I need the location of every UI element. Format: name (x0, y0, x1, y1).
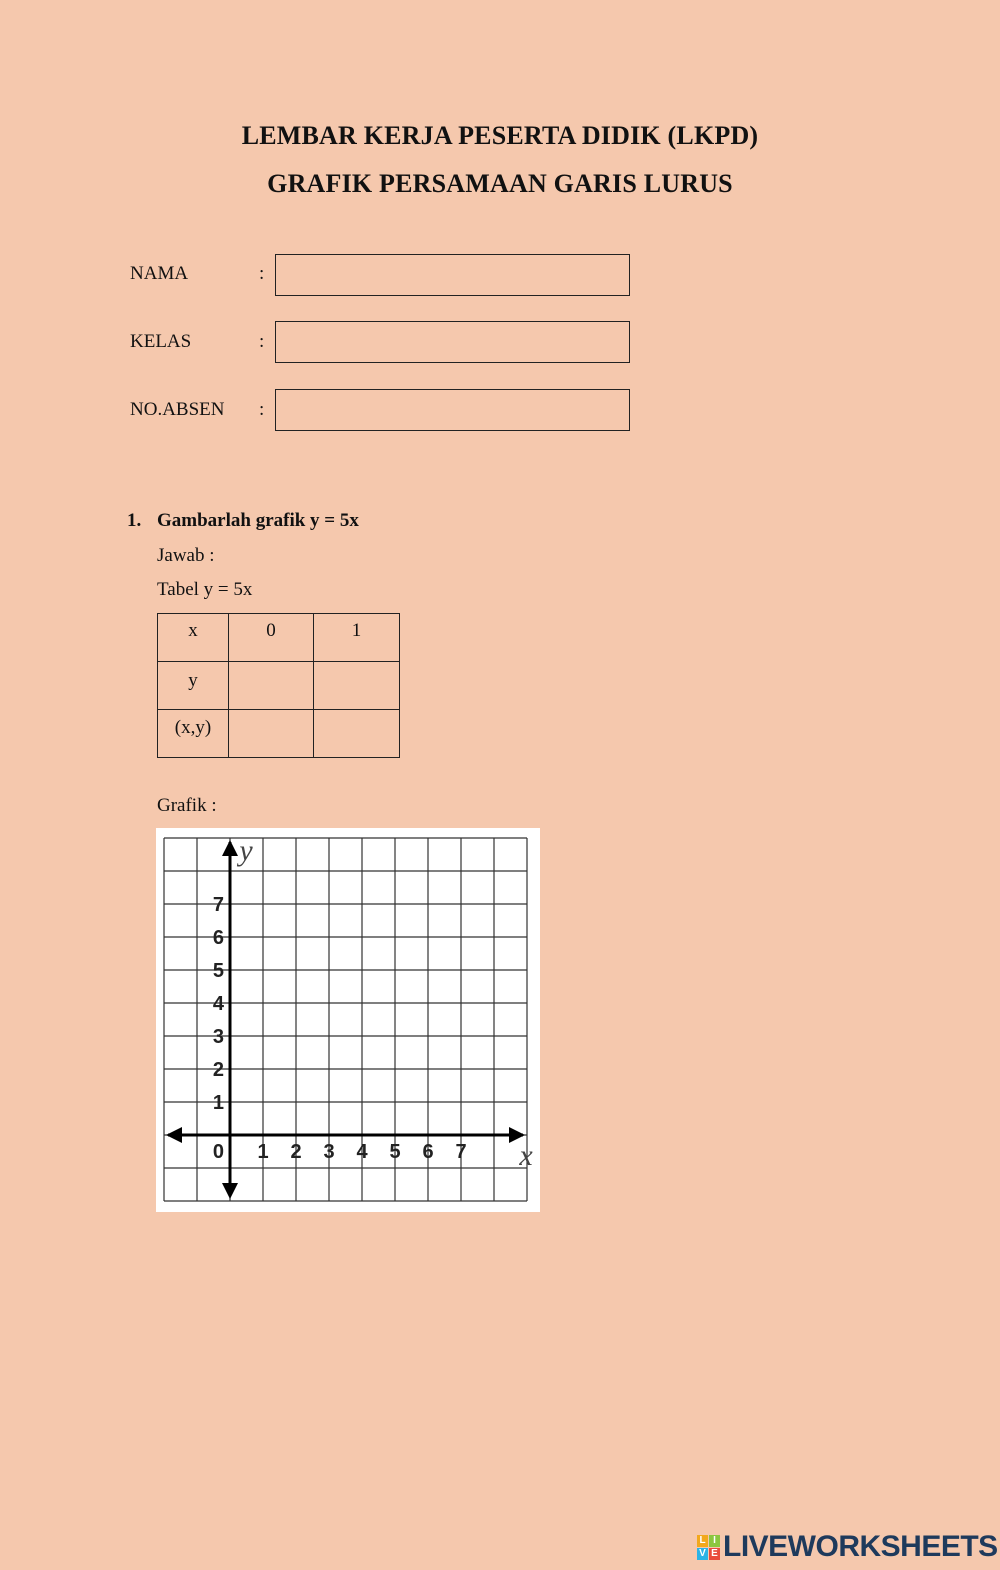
question-number: 1. (127, 510, 142, 531)
xy-table (157, 613, 400, 758)
point-input-0[interactable] (229, 717, 317, 759)
liveworksheets-brand (697, 1532, 998, 1562)
question-prompt: Gambarlah grafik y = 5x (157, 510, 359, 531)
liveworksheets-wordmark: LIVEWORKSHEETS (723, 1530, 998, 1563)
graph-label: Grafik : (157, 795, 217, 816)
x-axis-left-arrow-icon (166, 1127, 182, 1143)
point-input-1[interactable] (314, 717, 403, 759)
y-tick-label: 4 (212, 993, 224, 1015)
table-header-y: y (158, 662, 229, 710)
class-input[interactable] (275, 321, 630, 363)
x-tick-label: 4 (356, 1141, 368, 1163)
x-tick-label: 3 (323, 1141, 335, 1163)
table-row-point (158, 710, 400, 758)
table-header-point: (x,y) (158, 710, 229, 758)
attendance-number-input[interactable] (275, 389, 630, 431)
x-tick-label: 2 (290, 1141, 302, 1163)
name-label: NAMA (130, 263, 189, 284)
table-label: Tabel y = 5x (157, 579, 253, 600)
y-tick-label: 3 (212, 1026, 224, 1048)
class-label: KELAS (130, 331, 192, 352)
name-input[interactable] (275, 254, 630, 296)
y-tick-label: 5 (212, 960, 224, 982)
logo-letter-v: V (697, 1548, 708, 1560)
table-cell-point-1[interactable] (314, 710, 400, 758)
x-tick-label: 6 (422, 1141, 434, 1163)
table-cell-x-0: 0 (229, 614, 314, 662)
table-cell-y-0[interactable] (229, 662, 314, 710)
y-tick-label: 6 (212, 927, 224, 949)
y-axis-down-arrow-icon (222, 1183, 238, 1199)
table-cell-point-0[interactable] (229, 710, 314, 758)
table-row-x (158, 614, 400, 662)
worksheet-title: LEMBAR KERJA PESERTA DIDIK (LKPD) (241, 121, 759, 150)
logo-letter-e: E (709, 1548, 720, 1560)
logo-letter-i: I (709, 1535, 720, 1547)
x-tick-label: 5 (389, 1141, 401, 1163)
name-colon: : (259, 263, 265, 284)
attendance-number-colon: : (259, 399, 265, 420)
y-value-input-1[interactable] (314, 670, 403, 711)
table-header-x: x (158, 614, 229, 662)
origin-label: 0 (212, 1141, 224, 1163)
table-cell-y-1[interactable] (314, 662, 400, 710)
table-cell-x-1: 1 (314, 614, 400, 662)
x-tick-label: 1 (257, 1141, 269, 1163)
x-axis-label: x (519, 1139, 533, 1172)
coordinate-grid-panel[interactable] (156, 828, 540, 1212)
worksheet-subtitle: GRAFIK PERSAMAAN GARIS LURUS (267, 169, 733, 198)
class-colon: : (259, 331, 265, 352)
answer-label: Jawab : (157, 545, 215, 566)
coordinate-grid[interactable] (156, 828, 540, 1212)
y-tick-label: 1 (212, 1092, 224, 1114)
table-row-y (158, 662, 400, 710)
x-tick-label: 7 (455, 1141, 467, 1163)
logo-letter-l: L (697, 1535, 708, 1547)
y-axis-label: y (239, 834, 253, 867)
y-axis-up-arrow-icon (222, 840, 238, 856)
liveworksheets-logo-icon (697, 1535, 720, 1560)
y-tick-label: 7 (212, 894, 224, 916)
attendance-number-label: NO.ABSEN (130, 399, 225, 420)
y-tick-label: 2 (212, 1059, 224, 1081)
y-value-input-0[interactable] (229, 670, 317, 711)
